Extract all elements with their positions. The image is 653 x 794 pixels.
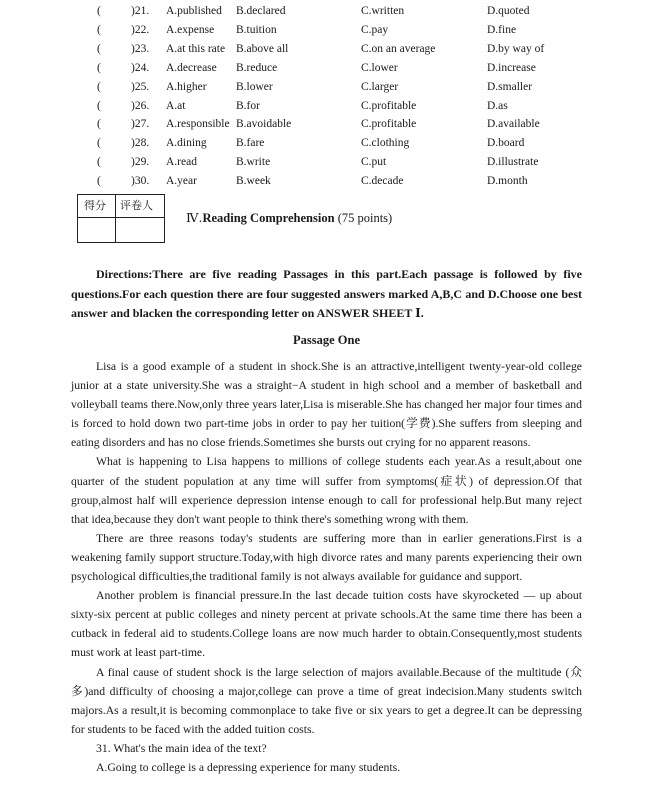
option-c: C.profitable [361,118,417,131]
option-b: B.write [236,156,271,169]
option-a: A.year [166,175,197,188]
option-a: A.at this rate [166,42,226,55]
vocab-question-row [0,78,653,97]
option-a: A.responsible [166,118,230,131]
question-number: )30. [131,175,150,188]
vocab-question-row [0,59,653,78]
directions-text: Directions:There are five reading Passages in this part.Each passage is followed by five questions.For each question there are four suggested answers marked A,B,C and D.Choose one best answer and blacken the corresponding letter on ANSWER SHEET Ⅰ. [71,267,582,320]
option-a: A.published [166,5,222,17]
answer-paren: ( [97,5,101,17]
answer-paren: ( [97,99,101,112]
option-a: A.higher [166,80,207,93]
question-number: )27. [131,118,150,131]
question-31-option-a: A.Going to college is a depressing experience for many students. [96,760,401,774]
question-number: )21. [131,5,150,17]
option-c: C.written [361,5,405,17]
question-number: )25. [131,80,150,93]
passage-paragraph: Another problem is financial pressure.In the last decade tuition costs have skyrocketed — up about sixty-six percent at public colleges and ninety percent at private schools.At the same time there has been a cutback in federal aid to students.College loans are now much harder to obtain.Consequently,most students must work at least part-time. [71,589,582,660]
option-d: D.month [487,175,528,188]
question-number: )28. [131,137,150,150]
score-label: 得分 [84,199,106,212]
question-number: )29. [131,156,150,169]
option-a: A.decrease [166,61,217,74]
answer-paren: ( [97,80,101,93]
option-c: C.decade [361,175,404,188]
passage-paragraph: What is happening to Lisa happens to millions of college students each year.As a result,about one quarter of the student population at any time will suffer from symptoms(症状) of depression.Of that group,almost half will experience depression intense enough to call for professional help.But many reject that idea,because they don't want people to think there's something wrong with them. [71,455,582,526]
answer-paren: ( [97,156,101,169]
question-number: )23. [131,42,150,55]
vocab-question-row [0,172,653,191]
option-d: D.smaller [487,80,533,93]
section-heading [186,209,392,227]
option-d: D.board [487,137,525,150]
vocab-question-row [0,21,653,40]
passage-paragraph: There are three reasons today's students are suffering more than in earlier generations.First is a weakening family support structure.Today,with high divorce rates and many parents experiencing their own psychological difficulties,the traditional family is not always available for guidance and support. [71,531,582,584]
answer-paren: ( [97,175,101,188]
passage-paragraph: Lisa is a good example of a student in shock.She is an attractive,intelligent twenty-year-old college junior at a state university.She was a straight−A student in high school and a member of basketball and volleyball teams there.Now,only three years later,Lisa is miserable.She has changed her major four times and is forced to hold down two part-time jobs in order to pay her tuition(学费).She suffers from sleeping and eating disorders and has no close friends.Sometimes she bursts out crying for no apparent reasons. [71,360,582,450]
option-d: D.as [487,99,508,112]
option-c: C.profitable [361,99,417,112]
question-number: )22. [131,23,150,36]
option-c: C.clothing [361,137,410,150]
passage-body [71,357,582,777]
option-d: D.available [487,118,540,131]
answer-paren: ( [97,42,101,55]
vocab-question-row [0,2,653,21]
score-box-divider [78,217,164,218]
option-d: D.illustrate [487,156,539,169]
vocab-question-row [0,97,653,116]
passage-title: Passage One [292,333,360,347]
option-d: D.by way of [487,42,545,55]
answer-paren: ( [97,137,101,150]
section-title: Reading Comprehension [202,211,335,225]
option-a: A.dining [166,137,207,150]
passage-paragraph: A final cause of student shock is the large selection of majors available.Because of the multitude (众多)and difficulty of choosing a major,college can prove a time of great indecision.Many students switch majors.As a result,it is becoming commonplace to take five or six years to get a degree.It can be depressing for students to be faced with the added tuition costs. [71,665,582,736]
option-c: C.on an average [361,42,436,55]
option-d: D.quoted [487,5,530,17]
score-box-divider [115,195,116,242]
vocab-question-row [0,115,653,134]
option-c: C.pay [361,23,389,36]
answer-paren: ( [97,118,101,131]
option-c: C.put [361,156,387,169]
section-points: (75 points) [337,211,393,225]
option-b: B.lower [236,80,273,93]
option-c: C.lower [361,61,398,74]
option-a: A.read [166,156,197,169]
answer-paren: ( [97,61,101,74]
option-b: B.week [236,175,271,188]
grader-label: 评卷人 [120,199,153,212]
vocab-question-row [0,134,653,153]
vocab-question-row [0,40,653,59]
option-d: D.increase [487,61,536,74]
section-numeral: Ⅳ. [186,210,203,225]
option-b: B.tuition [236,23,277,36]
option-b: B.fare [236,137,265,150]
option-a: A.expense [166,23,215,36]
option-a: A.at [166,99,186,112]
option-b: B.declared [236,5,286,17]
score-box [77,194,165,243]
question-number: )24. [131,61,150,74]
option-b: B.for [236,99,260,112]
option-b: B.reduce [236,61,278,74]
question-31: 31. What's the main idea of the text? [96,741,267,755]
vocab-question-row [0,153,653,172]
question-number: )26. [131,99,150,112]
option-c: C.larger [361,80,399,93]
option-d: D.fine [487,23,517,36]
answer-paren: ( [97,23,101,36]
option-b: B.avoidable [236,118,292,131]
option-b: B.above all [236,42,289,55]
